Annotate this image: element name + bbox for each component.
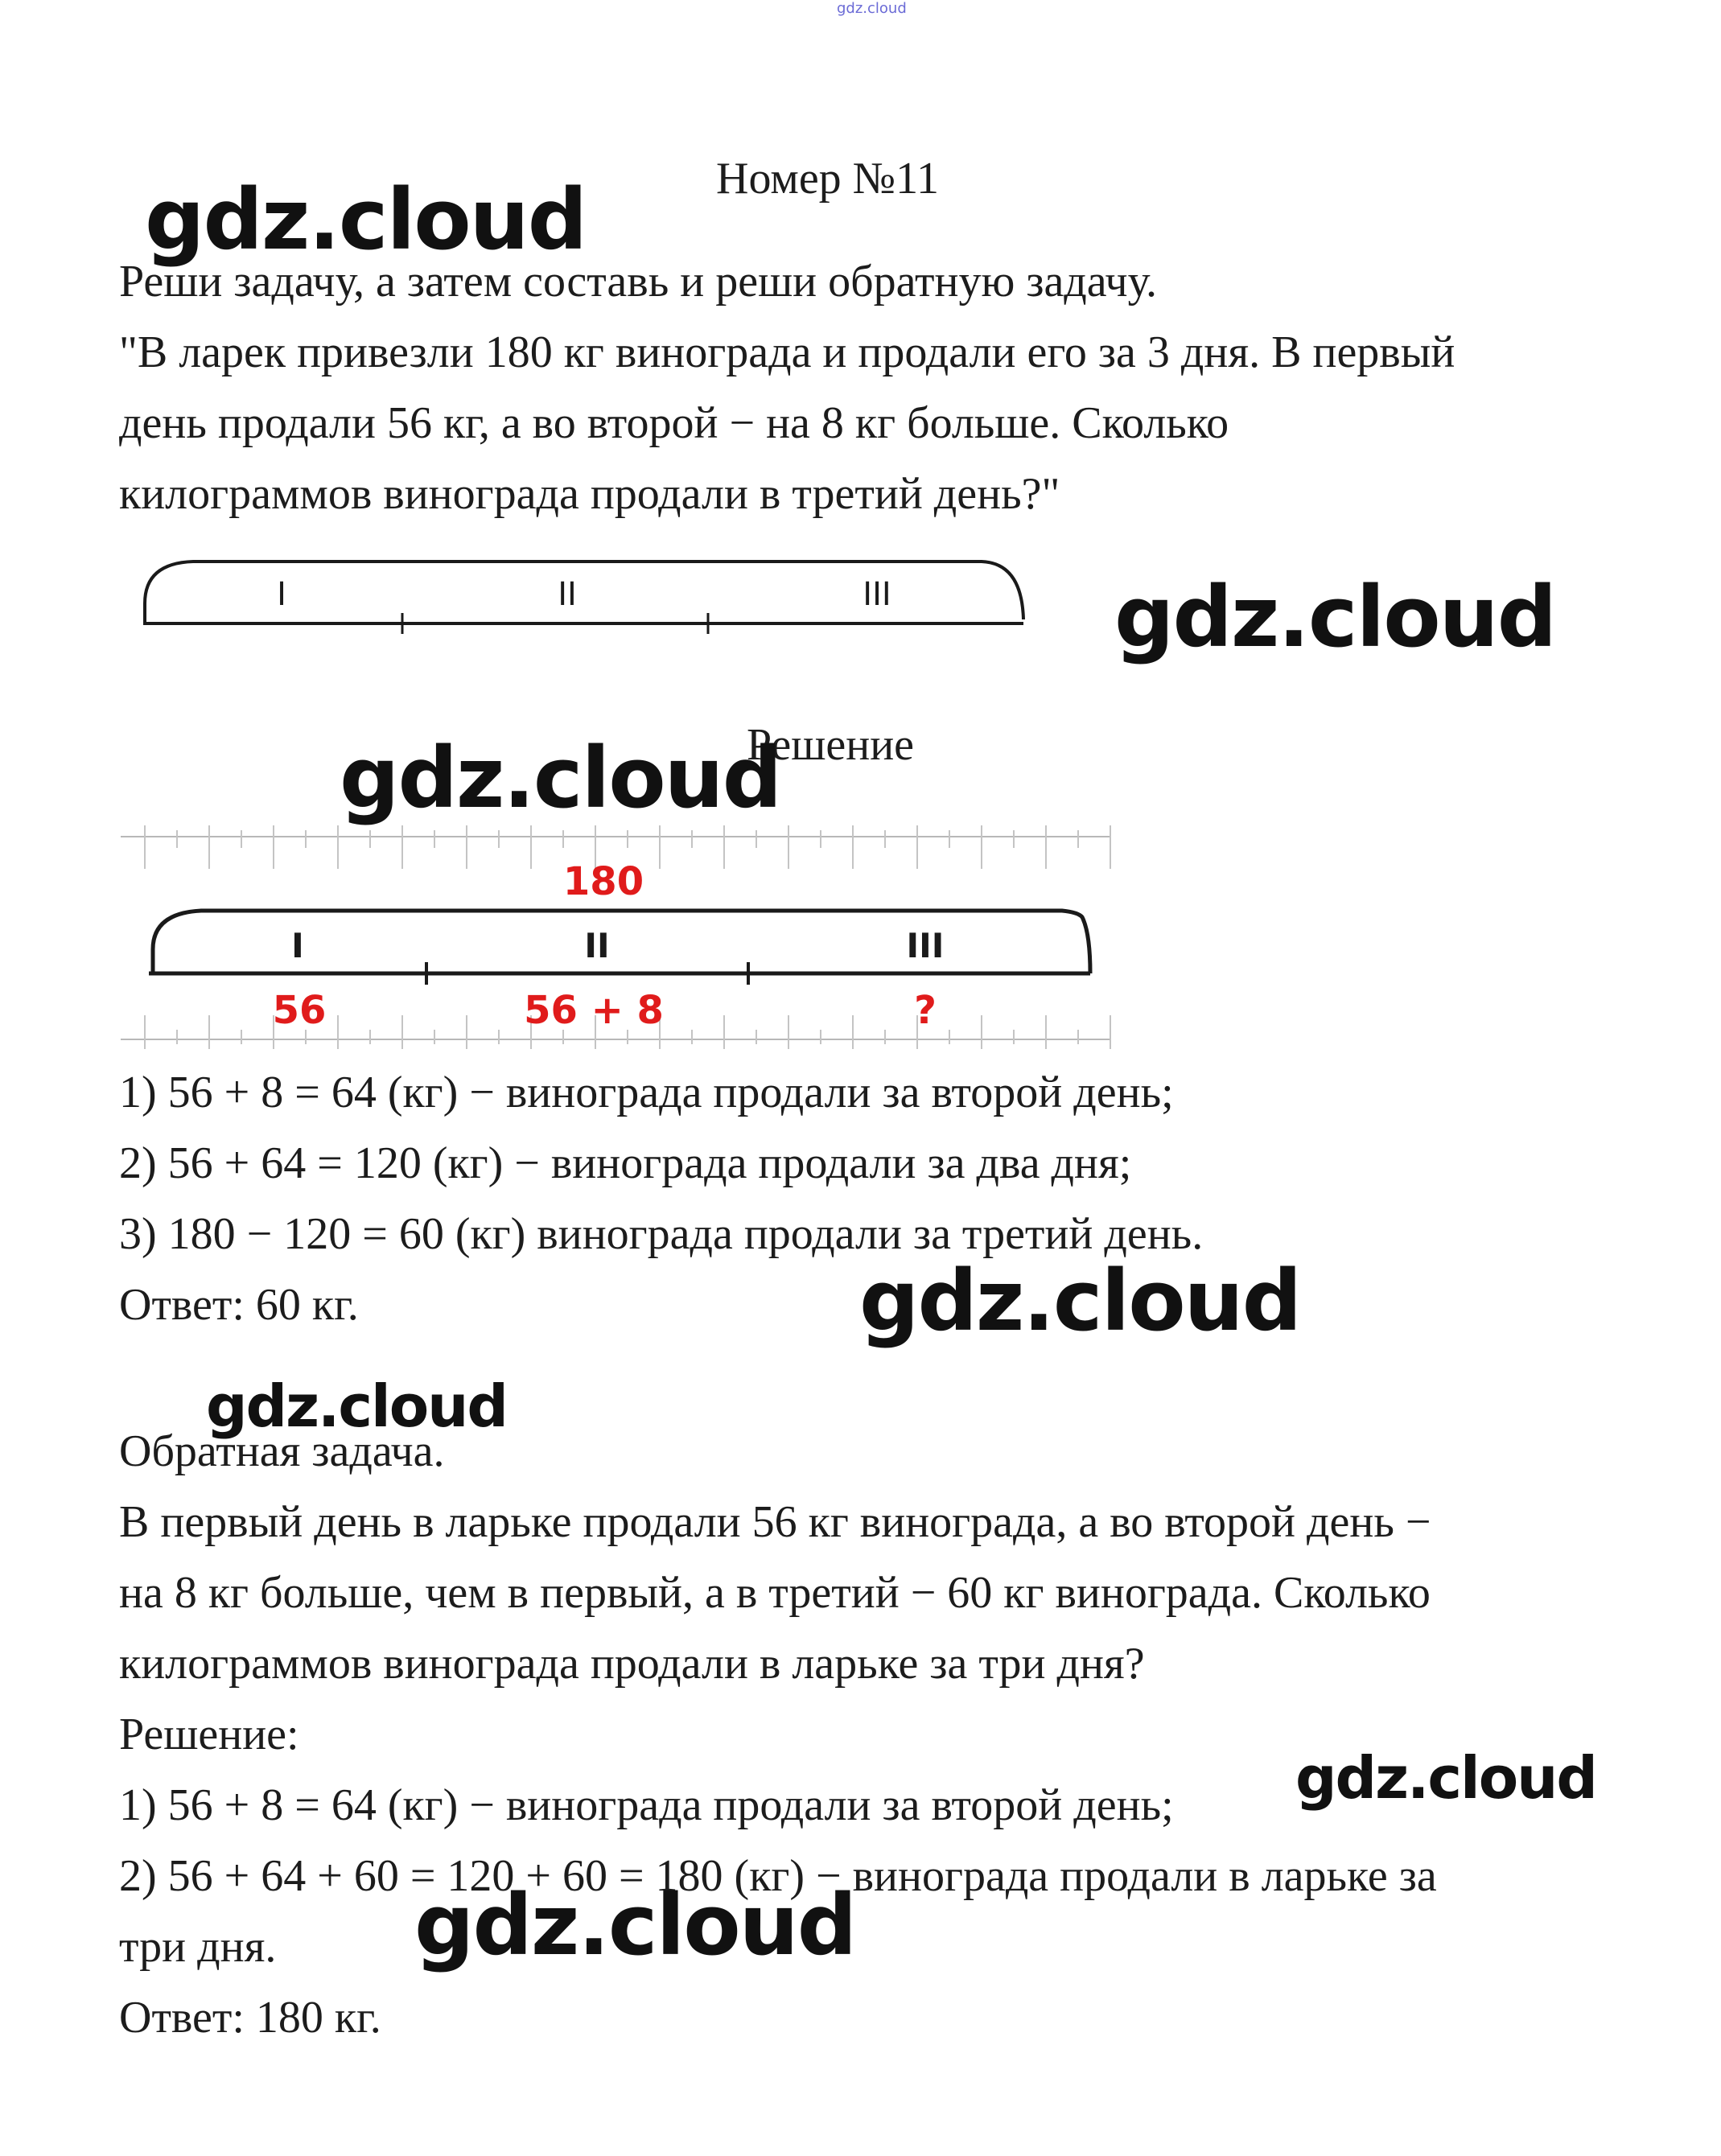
solution-step-2: 2) 56 + 64 = 120 (кг) − винограда продали за два дня; [119,1138,1132,1188]
solution-value-label-1: 56 [272,988,327,1033]
inverse-solution-label: Решение: [119,1710,299,1759]
solution-value-label-2: 56 + 8 [524,988,664,1033]
solution-segment-label-3: III [906,926,945,965]
watermark-2: gdz.cloud [1114,568,1556,666]
watermark-7: gdz.cloud [414,1876,856,1974]
inverse-answer: Ответ: 180 кг. [119,1993,381,2043]
watermark-1: gdz.cloud [145,171,587,269]
inverse-line-1: В первый день в ларьке продали 56 кг винограда, а во второй день − [119,1497,1431,1547]
problem-number-title: Номер №11 [716,154,940,204]
solution-value-label-3: ? [914,988,937,1033]
problem-diagram [129,539,1046,652]
solution-segment-label-2: II [584,926,610,965]
inverse-line-2: на 8 кг больше, чем в первый, а в третий − 60 кг винограда. Сколько [119,1568,1431,1618]
diagram-segment-label-2: II [558,576,577,613]
site-link-small[interactable]: gdz.cloud [837,0,907,17]
problem-instruction: Реши задачу, а затем составь и реши обратную задачу. [119,257,1157,307]
inverse-heading: Обратная задача. [119,1426,445,1476]
watermark-4: gdz.cloud [859,1252,1301,1350]
watermark-5: gdz.cloud [206,1372,507,1440]
solution-heading: Решение [747,720,915,770]
inverse-line-3: килограммов винограда продали в ларьке за три дня? [119,1639,1145,1689]
problem-line-2: день продали 56 кг, а во второй − на 8 кг больше. Сколько [119,398,1229,448]
inverse-step-1: 1) 56 + 8 = 64 (кг) − винограда продали за второй день; [119,1780,1174,1830]
solution-segment-label-1: I [291,926,304,965]
solution-step-1: 1) 56 + 8 = 64 (кг) − винограда продали за второй день; [119,1068,1174,1117]
inverse-step-3: три дня. [119,1922,277,1972]
solution-diagram [121,813,1118,1054]
watermark-3: gdz.cloud [340,729,781,827]
solution-answer: Ответ: 60 кг. [119,1280,359,1330]
solution-step-3: 3) 180 − 120 = 60 (кг) винограда продали за третий день. [119,1209,1204,1259]
inverse-step-2: 2) 56 + 64 + 60 = 120 + 60 = 180 (кг) − винограда продали в ларьке за [119,1851,1437,1901]
diagram-segment-label-1: I [277,576,286,613]
problem-line-3: килограммов винограда продали в третий день?" [119,469,1060,519]
solution-total-label: 180 [562,859,644,904]
problem-line-1: "В ларек привезли 180 кг винограда и продали его за 3 дня. В первый [119,327,1455,377]
diagram-segment-label-3: III [863,576,891,613]
watermark-6: gdz.cloud [1295,1744,1596,1812]
